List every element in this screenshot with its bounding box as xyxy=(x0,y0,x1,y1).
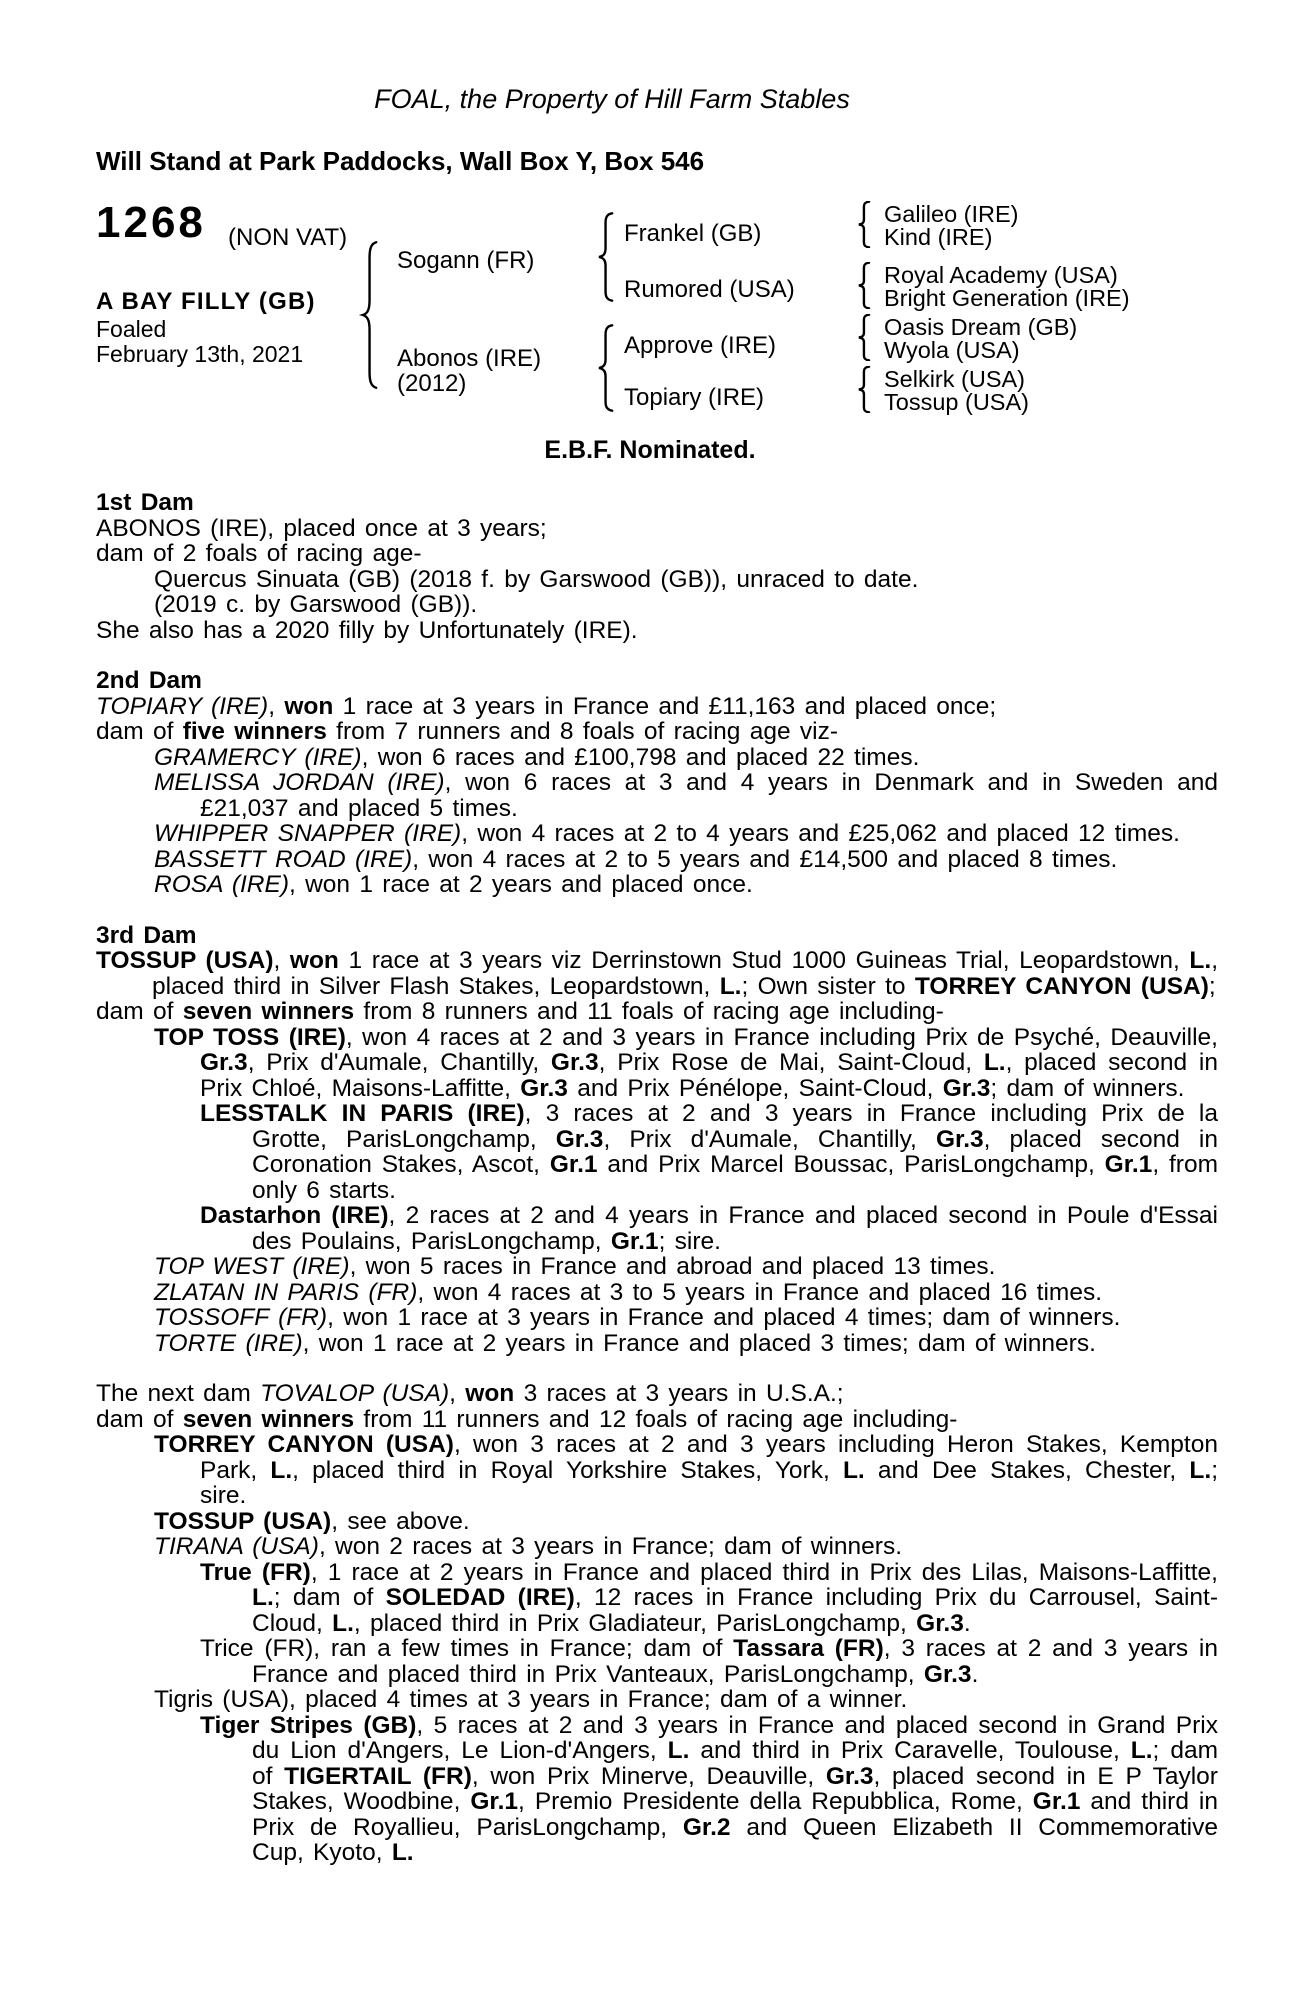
tiger-stripes: Tiger Stripes (GB), 5 races at 2 and 3 years in France and placed second in Grand Prix du Lion d'Angers, Le Lion-d'Angers, L. and third in Prix Caravelle, Toulouse, L.; dam of TIGERTAIL (FR), won Prix Minerve, Deauville, Gr.3, placed second in E P Taylor Stakes, Woodbine, Gr.1, Premio Presidente della Repubblica, Rome, Gr.1 and third in Prix de Royallieu, ParisLongchamp, Gr.2 and Queen Elizabeth II Commemorative Cup, Kyoto, L. xyxy=(200,1711,1218,1866)
whipper-snapper: WHIPPER SNAPPER (IRE), won 4 races at 2 to 4 years and £25,062 and placed 12 times. xyxy=(154,820,1180,847)
pedigree-gen3-name-1: Galileo (IRE) xyxy=(884,201,1019,227)
pedigree-brace-gen3-1 xyxy=(855,201,872,248)
pedigree-dam-year: (2012) xyxy=(397,370,467,397)
melissa-jordan: MELISSA JORDAN (IRE), won 6 races at 3 and 4 years in Denmark and in Sweden and £21,037 and placed 5 times. xyxy=(154,769,1218,822)
heading-1st-dam: 1st Dam xyxy=(96,489,194,516)
garswood-colt: (2019 c. by Garswood (GB)). xyxy=(154,591,478,618)
gramercy: GRAMERCY (IRE), won 6 races and £100,798 and placed 22 times. xyxy=(154,743,920,771)
abonos-dam-of: dam of 2 foals of racing age- xyxy=(96,540,422,567)
foaled-label: Foaled xyxy=(96,316,167,342)
pedigree-sire-dam: Rumored (USA) xyxy=(624,276,795,303)
heading-3rd-dam: 3rd Dam xyxy=(96,921,197,949)
torte: TORTE (IRE), won 1 race at 2 years in France and placed 3 times; dam of winners. xyxy=(154,1329,1096,1357)
pedigree-brace-gen3-2 xyxy=(855,262,872,309)
torrey-canyon: TORREY CANYON (USA), won 3 races at 2 and 3 years including Heron Stakes, Kempton Park, L., placed third in Royal Yorkshire Stakes, York, L. and Dee Stakes, Chester, L.; sire. xyxy=(154,1431,1218,1509)
pedigree-gen3-name-6: Wyola (USA) xyxy=(884,337,1020,363)
foaled-date: February 13th, 2021 xyxy=(96,341,304,367)
pedigree-dam-name: Abonos (IRE) xyxy=(397,345,542,372)
bassett-road: BASSETT ROAD (IRE), won 4 races at 2 to 5 years and £14,500 and placed 8 times. xyxy=(154,845,1118,873)
pedigree-gen3-name-3: Royal Academy (USA) xyxy=(884,262,1118,288)
pedigree-dam-dam: Topiary (IRE) xyxy=(624,384,765,411)
pedigree-brace-gen3-3 xyxy=(855,314,872,361)
lesstalk-in-paris: LESSTALK IN PARIS (IRE), 3 races at 2 and 3 years in France including Prix de la Grotte, ParisLongchamp, Gr.3, Prix d'Aumale, Chantilly, Gr.3, placed second in Coronation Stakes, Ascot, Gr.1 and Prix Marcel Boussac, ParisLongchamp, Gr.1, from only 6 starts. xyxy=(200,1100,1219,1204)
true: True (FR), 1 race at 2 years in France and placed third in Prix des Lilas, Maisons-Laffitte, L.; dam of SOLEDAD (IRE), 12 races in France including Prix du Carrousel, Saint-Cloud, L., placed third in Prix Gladiateur, ParisLongchamp, Gr.3. xyxy=(200,1558,1219,1637)
rosa: ROSA (IRE), won 1 race at 2 years and placed once. xyxy=(154,871,753,898)
tigris: Tigris (USA), placed 4 times at 3 years in France; dam of a winner. xyxy=(154,1686,908,1713)
pedigree-brace-gen3-4 xyxy=(855,366,872,413)
tirana: TIRANA (USA), won 2 races at 3 years in France; dam of winners. xyxy=(154,1533,903,1560)
lot-number: 1268 xyxy=(96,198,206,247)
zlatan-in-paris: ZLATAN IN PARIS (FR), won 4 races at 3 to 5 years in France and placed 16 times. xyxy=(154,1278,1103,1306)
pedigree-gen3-name-7: Selkirk (USA) xyxy=(884,366,1026,392)
top-toss: TOP TOSS (IRE), won 4 races at 2 and 3 years in France including Prix de Psyché, Deauville, Gr.3, Prix d'Aumale, Chantilly, Gr.3, Prix Rose de Mai, Saint-Cloud, L., placed second in Prix Chloé, Maisons-Laffitte, Gr.3 and Prix Pénélope, Saint-Cloud, Gr.3; dam of winners. xyxy=(154,1023,1218,1102)
pedigree-gen3-name-2: Kind (IRE) xyxy=(884,224,993,250)
pedigree-sire-name: Sogann (FR) xyxy=(397,247,535,274)
lot-vat-status: (NON VAT) xyxy=(228,224,348,251)
trice: Trice (FR), ran a few times in France; dam of Tassara (FR), 3 races at 2 and 3 years in France and placed third in Prix Vanteaux, ParisLongchamp, Gr.3. xyxy=(200,1635,1218,1688)
pedigree-dam-sire: Approve (IRE) xyxy=(624,332,777,359)
dastarhon: Dastarhon (IRE), 2 races at 2 and 4 years in France and placed second in Poule d'Essai des Poulains, ParisLongchamp, Gr.1; sire. xyxy=(200,1202,1218,1255)
page-title: FOAL, the Property of Hill Farm Stables xyxy=(374,84,850,114)
pedigree-sire-sire: Frankel (GB) xyxy=(624,220,762,247)
topiary-dam-of: dam of five winners from 7 runners and 8 foals of racing age viz- xyxy=(96,718,838,745)
next-dam-tovalop: The next dam TOVALOP (USA), won 3 races at 3 years in U.S.A.; xyxy=(96,1380,844,1407)
pedigree-gen3-name-8: Tossup (USA) xyxy=(884,389,1029,415)
pedigree-gen3-name-4: Bright Generation (IRE) xyxy=(884,285,1130,311)
pedigree-brace-dam xyxy=(594,324,616,412)
topiary-line: TOPIARY (IRE), won 1 race at 3 years in France and £11,163 and placed once; xyxy=(96,692,997,720)
ebf-nominated-note: E.B.F. Nominated. xyxy=(544,436,756,464)
tovalop-dam-of: dam of seven winners from 11 runners and 12 foals of racing age including- xyxy=(96,1405,958,1433)
abonos-line: ABONOS (IRE), placed once at 3 years; xyxy=(96,514,547,542)
pedigree-brace-sire xyxy=(594,212,616,302)
tossoff: TOSSOFF (FR), won 1 race at 3 years in France and placed 4 times; dam of winners. xyxy=(154,1304,1121,1331)
tossup-line: TOSSUP (USA), won 1 race at 3 years viz Derrinstown Stud 1000 Guineas Trial, Leopardstown, L., placed third in Silver Flash Stakes, Leopardstown, L.; Own sister to TORREY CANYON (USA); xyxy=(96,947,1218,1000)
pedigree-body xyxy=(96,490,1218,1866)
pedigree-gen3-name-5: Oasis Dream (GB) xyxy=(884,314,1078,340)
tossup-dam-of: dam of seven winners from 8 runners and 11 foals of racing age including- xyxy=(96,998,944,1025)
tossup-see-above: TOSSUP (USA), see above. xyxy=(154,1507,470,1535)
stand-location: Will Stand at Park Paddocks, Wall Box Y, Box 546 xyxy=(96,146,705,176)
quercus-sinuata: Quercus Sinuata (GB) (2018 f. by Garswood (GB)), unraced to date. xyxy=(154,565,919,593)
heading-2nd-dam: 2nd Dam xyxy=(96,667,202,694)
unfortunately-filly: She also has a 2020 filly by Unfortunately (IRE). xyxy=(96,616,638,644)
pedigree-brace-gen1 xyxy=(358,240,380,390)
subject-name: A BAY FILLY (GB) xyxy=(96,288,316,315)
top-west: TOP WEST (IRE), won 5 races in France and abroad and placed 13 times. xyxy=(154,1253,996,1280)
